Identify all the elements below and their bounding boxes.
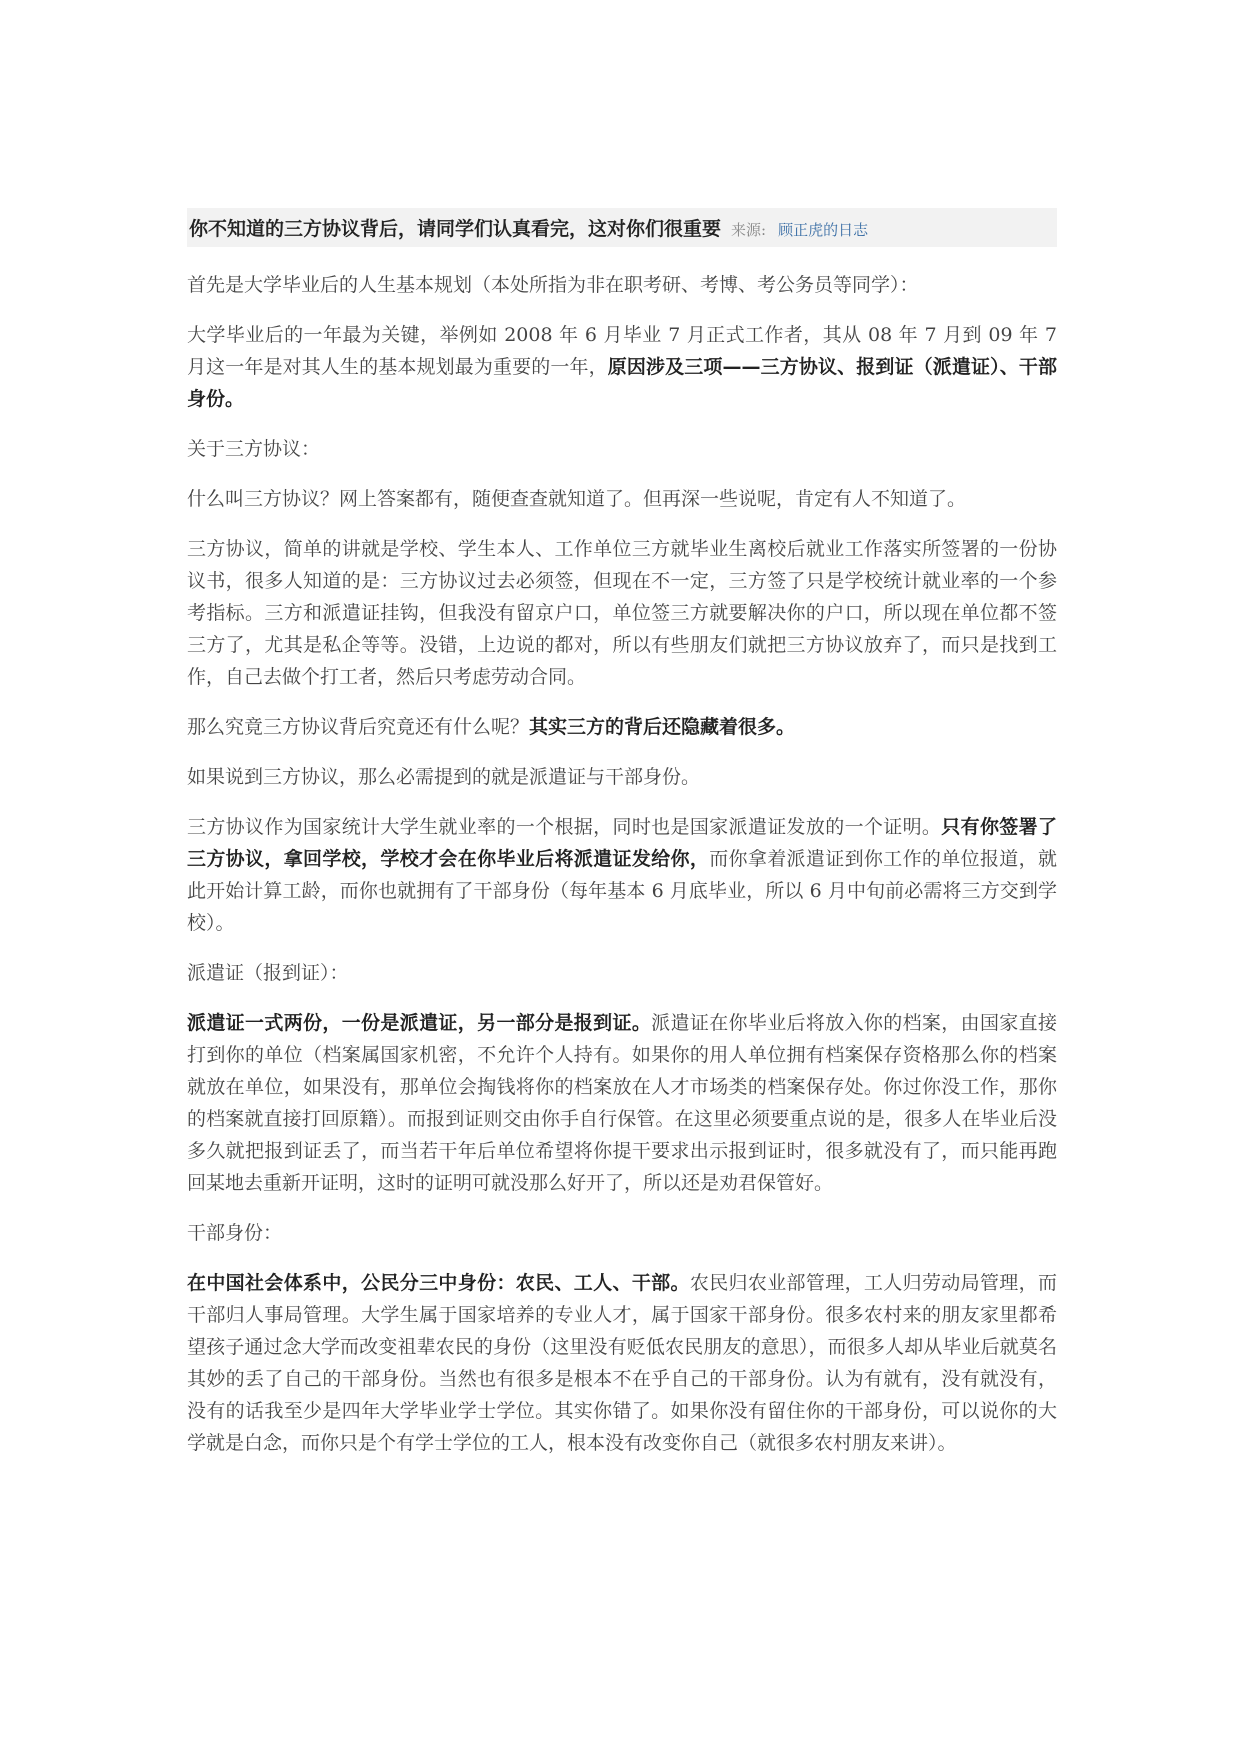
paragraph-what-is	[187, 483, 1057, 515]
article-header	[187, 208, 1057, 247]
article	[187, 208, 1057, 1477]
paragraph-text: 农民归农业部管理，工人归劳动局管理，而干部归人事局管理。大学生属于国家培养的专业人才，属于国家干部身份。很多农村来的朋友家里都希望孩子通过念大学而改变祖辈农民的身份（这里没有贬低农民朋友的意思），而很多人却从毕业后就莫名其妙的丢了自己的干部身份。当然也有很多是根本不在乎自己的干部身份。认为有就有，没有就没有，没有的话我至少是四年大学毕业学士学位。其实你错了。如果你没有留住你的干部身份，可以说你的大学就是白念，而你只是个有学士学位的工人，根本没有改变你自己（就很多农村朋友来讲）。	[187, 1272, 1057, 1454]
bold-text: 其实三方的背后还隐藏着很多。	[529, 716, 796, 738]
paragraph-text: 那么究竟三方协议背后究竟还有什么呢？	[187, 716, 530, 738]
bold-text: 只有你签署了三方协议，拿回学校，学校才会在你毕业后将派遣证发给你，	[187, 816, 1057, 870]
section-heading-three-party	[187, 433, 1057, 465]
paragraph-basis	[187, 811, 1057, 939]
section-heading-cadre	[187, 1217, 1057, 1249]
paragraph-cadre	[187, 1267, 1057, 1459]
paragraph-text: 而你拿着派遣证到你工作的单位报道，就此开始计算工龄，而你也就拥有了干部身份（每年基本 6 月底毕业，所以 6 月中旬前必需将三方交到学校）。	[187, 848, 1057, 934]
paragraph-text: 首先是大学毕业后的人生基本规划（本处所指为非在职考研、考博、考公务员等同学）：	[187, 274, 919, 296]
paragraph-text: 三方协议作为国家统计大学生就业率的一个根据，同时也是国家派遣证发放的一个证明。	[187, 816, 942, 838]
paragraph-first-year	[187, 319, 1057, 415]
paragraph-text: 干部身份：	[187, 1222, 283, 1244]
section-heading-dispatch	[187, 957, 1057, 989]
paragraph-text: 大学毕业后的一年最为关键，举例如 2008 年 6 月毕业 7 月正式工作者，其从 08 年 7 月到 09 年 7 月这一年是对其人生的基本规划最为重要的一年，	[187, 324, 1057, 378]
paragraph-must-mention	[187, 761, 1057, 793]
paragraph-text: 派遣证在你毕业后将放入你的档案，由国家直接打到你的单位（档案属国家机密，不允许个人持有。如果你的用人单位拥有档案保存资格那么你的档案就放在单位，如果没有，那单位会掏钱将你的档案放在人才市场类的档案保存处。你过你没工作，那你的档案就直接打回原籍）。而报到证则交由你手自行保管。在这里必须要重点说的是，很多人在毕业后没多久就把报到证丢了，而当若干年后单位希望将你提干要求出示报到证时，很多就没有了，而只能再跑回某地去重新开证明，这时的证明可就没那么好开了，所以还是劝君保管好。	[187, 1012, 1057, 1194]
paragraph-behind	[187, 711, 1057, 743]
paragraph-text: 如果说到三方协议，那么必需提到的就是派遣证与干部身份。	[187, 766, 701, 788]
bold-text: 在中国社会体系中，公民分三中身份：农民、工人、干部。	[187, 1272, 690, 1294]
article-title: 你不知道的三方协议背后，请同学们认真看完，这对你们很重要	[189, 218, 722, 240]
paragraph-text: 三方协议，简单的讲就是学校、学生本人、工作单位三方就毕业生离校后就业工作落实所签署的一份协议书，很多人知道的是：三方协议过去必须签，但现在不一定，三方签了只是学校统计就业率的一个参考指标。三方和派遣证挂钩，但我没有留京户口，单位签三方就要解决你的户口，所以现在单位都不签三方了，尤其是私企等等。没错，上边说的都对，所以有些朋友们就把三方协议放弃了，而只是找到工作，自己去做个打工者，然后只考虑劳动合同。	[187, 538, 1057, 688]
paragraph-dispatch	[187, 1007, 1057, 1199]
paragraph-text: 派遣证（报到证）：	[187, 962, 349, 984]
bold-text: 派遣证一式两份，一份是派遣证，另一部分是报到证。	[187, 1012, 652, 1034]
paragraph-text: 什么叫三方协议？网上答案都有，随便查查就知道了。但再深一些说呢，肯定有人不知道了。	[187, 488, 967, 510]
paragraph-text: 关于三方协议：	[187, 438, 321, 460]
paragraph-three-party-explain	[187, 533, 1057, 693]
paragraph-intro	[187, 269, 1057, 301]
source-link[interactable]: 顾正虎的日志	[778, 221, 869, 239]
source-label: 来源:	[731, 221, 767, 239]
bold-text: 原因涉及三项——三方协议、报到证（派遣证）、干部身份。	[187, 356, 1057, 410]
